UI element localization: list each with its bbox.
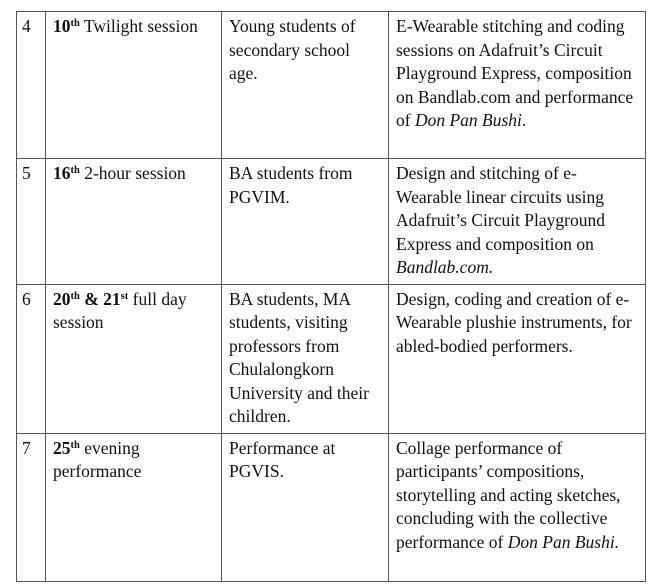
day2-suffix: st xyxy=(120,290,129,302)
session-cell xyxy=(46,12,222,159)
participants-cell: BA students from PGVIM. xyxy=(222,159,389,285)
activity-cell xyxy=(389,433,646,581)
row-number: 5 xyxy=(17,159,46,285)
session-day-conj: & 21 xyxy=(79,288,121,309)
session-day: 10 xyxy=(53,16,71,36)
day-suffix: th xyxy=(70,165,80,176)
table-row xyxy=(17,284,646,433)
day-suffix: th xyxy=(70,290,80,302)
activity-italic: Don Pan Bushi. xyxy=(507,531,620,552)
session-type: full day session xyxy=(53,288,187,332)
session-type: Twilight session xyxy=(79,16,198,36)
session-day: 20 xyxy=(53,288,71,309)
activity-text: Design, coding and creation of e-Wearable plushie instruments, for abled-bodied performers. xyxy=(396,288,632,356)
participants-cell: BA students, MA students, visiting professors from Chulalongkorn University and their children. xyxy=(222,284,389,433)
row-number: 4 xyxy=(17,12,46,159)
day-suffix: th xyxy=(70,439,80,451)
activity-text: Collage performance of participants’ compositions, storytelling and acting sketches, concluding with the collective performance of xyxy=(396,437,621,552)
activity-cell xyxy=(389,284,646,433)
sessions-table xyxy=(16,11,646,582)
session-cell xyxy=(46,284,222,433)
activity-text: Design and stitching of e-Wearable linear circuits using Adafruit’s Circuit Playground Express and composition on xyxy=(396,163,606,254)
day-suffix: th xyxy=(70,18,80,29)
table-row xyxy=(17,433,646,581)
table-row xyxy=(17,12,646,159)
row-number: 7 xyxy=(17,433,46,581)
row-number: 6 xyxy=(17,284,46,433)
activity-end: . xyxy=(521,110,527,130)
activity-italic: Don Pan Bushi xyxy=(414,110,522,130)
participants-cell: Performance at PGVIS. xyxy=(222,433,389,581)
activity-text: E-Wearable stitching and coding sessions on Adafruit’s Circuit Playground Express, composition on Bandlab.com and performance of xyxy=(396,16,634,130)
activity-cell xyxy=(389,12,646,159)
session-day: 25 xyxy=(53,437,71,458)
session-cell xyxy=(46,159,222,285)
session-day: 16 xyxy=(53,163,71,183)
session-type: 2-hour session xyxy=(79,163,186,183)
session-type: evening performance xyxy=(53,437,142,481)
table-row xyxy=(17,159,646,285)
session-cell xyxy=(46,433,222,581)
participants-cell: Young students of secondary school age. xyxy=(222,12,389,159)
activity-cell xyxy=(389,159,646,285)
activity-italic: Bandlab.com. xyxy=(396,257,494,277)
